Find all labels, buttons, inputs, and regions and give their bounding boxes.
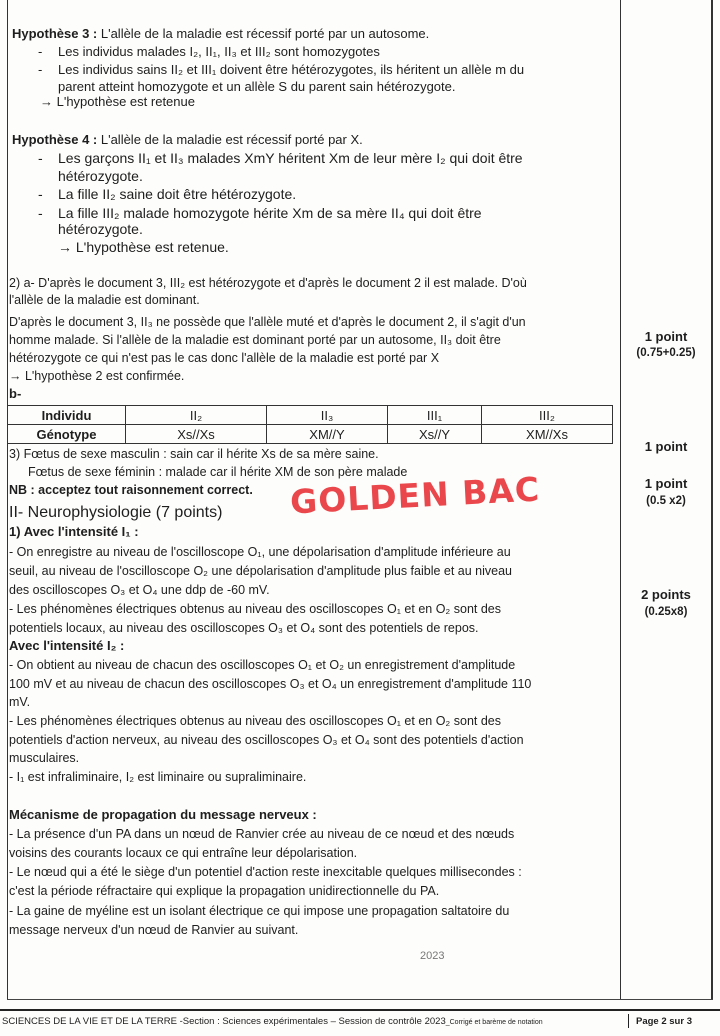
points-neuro-1-detail: (0.25x8) — [644, 606, 688, 618]
q3-line: Fœtus de sexe féminin : malade car il hérite XM de son père malade — [28, 465, 408, 479]
i1-line: potentiels locaux, au niveau des oscilloscopes O₃ et O₄ sont des potentiels de repos. — [9, 621, 479, 635]
hyp3-line: Les individus sains II₂ et III₁ doivent être hétérozygotes, ils héritent un allèle m du — [58, 62, 525, 77]
mechanism-line: message nerveux d'un nœud de Ranvier au suivant. — [9, 923, 299, 937]
i1-line: des oscilloscopes O₃ et O₄ une ddp de -60 mV. — [9, 583, 270, 597]
i2-line: musculaires. — [9, 751, 80, 765]
bullet: - — [38, 186, 43, 202]
bullet: - — [38, 205, 43, 221]
table-cell: XM//Xs — [482, 425, 613, 444]
i1-title: 1) Avec l'intensité I₁ : — [9, 524, 139, 539]
faded-stamp: 2023 — [420, 950, 445, 962]
table-cell: II₂ — [126, 406, 267, 425]
q2-conclusion: → L'hypothèse 2 est confirmée. — [9, 369, 185, 383]
section-title: II- Neurophysiologie (7 points) — [9, 504, 223, 521]
q2-line: l'allèle de la maladie est dominant. — [9, 293, 200, 307]
table-cell: II₃ — [267, 406, 388, 425]
table-cell: Génotype — [8, 425, 126, 444]
i2-line: 100 mV et au niveau de chacun des oscilloscopes O₃ et O₄ un enregistrement d'amplitude 110 — [9, 677, 532, 691]
q2-line: homme malade. Si l'allèle de la maladie est dominant porté par un autosome, II₃ doit être — [9, 333, 501, 347]
footer-title: SCIENCES DE LA VIE ET DE LA TERRE -Section : Sciences expérimentales – Session de contrôle 2023 — [2, 1016, 446, 1027]
genotype-table — [7, 405, 613, 444]
i2-line: - Les phénomènes électriques obtenus au niveau des oscilloscopes O₁ et en O₂ sont des — [9, 714, 502, 728]
points-q3: 1 point — [644, 476, 688, 491]
hyp3-title — [12, 26, 429, 42]
q2-line: D'après le document 3, II₃ ne possède que l'allèle muté et d'après le document 2, il s'agit d'un — [9, 315, 526, 329]
hyp4-label: Hypothèse 4 : — [12, 132, 98, 147]
i2-line: mV. — [9, 695, 31, 709]
mechanism-line: voisins des courants locaux ce qui entraîne leur dépolarisation. — [9, 846, 358, 860]
i1-line: - Les phénomènes électriques obtenus au niveau des oscilloscopes O₁ et en O₂ sont des — [9, 602, 502, 616]
q3-line: 3) Fœtus de sexe masculin : sain car il hérite Xs de sa mère saine. — [9, 447, 379, 461]
i1-line: seuil, au niveau de l'oscilloscope O₂ une dépolarisation d'amplitude plus faible et au niveau — [9, 564, 513, 578]
points-q2a: 1 point — [644, 329, 688, 344]
hyp4-text: L'allèle de la maladie est récessif porté par X. — [97, 132, 363, 147]
i2-title: Avec l'intensité I₂ : — [9, 638, 125, 653]
i2-line: potentiels d'action nerveux, au niveau des oscilloscopes O₃ et O₄ sont des potentiels d'action — [9, 733, 524, 747]
points-neuro-1: 2 points — [641, 587, 691, 602]
table-cell: Xs//Y — [388, 425, 482, 444]
hyp4-line: Les garçons II₁ et II₃ malades XmY héritent Xm de leur mère I₂ qui doit être — [58, 150, 523, 166]
table-cell: III₁ — [388, 406, 482, 425]
hyp3-line: parent atteint homozygote et un allèle S du parent sain hétérozygote. — [58, 79, 456, 94]
hyp3-text: L'allèle de la maladie est récessif porté par un autosome. — [97, 26, 430, 41]
mechanism-title: Mécanisme de propagation du message nerveux : — [9, 807, 317, 822]
hyp4-line: hétérozygote. — [58, 168, 143, 184]
hyp4-line: La fille II₂ saine doit être hétérozygote. — [58, 186, 297, 202]
table-cell: Individu — [8, 406, 126, 425]
hyp4-title — [12, 132, 363, 148]
hyp4-line: La fille III₂ malade homozygote hérite Xm de sa mère II₄ qui doit être — [58, 205, 482, 221]
hyp4-line: hétérozygote. — [58, 221, 143, 237]
points-q2a-detail: (0.75+0.25) — [636, 347, 696, 359]
frame-bottom-border — [7, 999, 713, 1000]
q2-b-label: b- — [9, 386, 22, 401]
points-q2b: 1 point — [644, 439, 688, 454]
table-cell: Xs//Xs — [126, 425, 267, 444]
bullet: - — [38, 150, 43, 166]
frame-left-border — [7, 0, 8, 1000]
hyp4-conclusion: → L'hypothèse est retenue. — [58, 239, 229, 255]
page-number: Page 2 sur 3 — [636, 1016, 692, 1027]
footer-separator — [628, 1014, 629, 1028]
table-cell: XM//Y — [267, 425, 388, 444]
table-row — [8, 406, 613, 425]
hyp3-label: Hypothèse 3 : — [12, 26, 98, 41]
table-row — [8, 425, 613, 444]
footer-text — [2, 1016, 543, 1027]
golden-bac-watermark: GOLDEN BAC — [289, 469, 541, 522]
i1-line: - On enregistre au niveau de l'oscilloscope O₁, une dépolarisation d'amplitude inférieure au — [9, 545, 511, 559]
bullet: - — [38, 62, 43, 77]
mechanism-line: - La présence d'un PA dans un nœud de Ranvier crée au niveau de ce nœud et des nœuds — [9, 827, 515, 841]
mechanism-line: - Le nœud qui a été le siège d'un potentiel d'action reste inexcitable quelques millisecondes : — [9, 865, 522, 879]
hyp3-conclusion: → L'hypothèse est retenue — [40, 94, 195, 109]
i2-line: - On obtient au niveau de chacun des oscilloscopes O₁ et O₂ un enregistrement d'amplitude — [9, 658, 516, 672]
i2-line: - I₁ est infraliminaire, I₂ est liminaire ou supraliminaire. — [9, 770, 307, 784]
q2-line: 2) a- D'après le document 3, III₂ est hétérozygote et d'après le document 2 il est malade. D'où — [9, 276, 527, 290]
frame-right-border — [711, 0, 713, 1000]
nb-note: NB : acceptez tout raisonnement correct. — [9, 483, 253, 497]
mechanism-line: c'est la période réfractaire qui explique la propagation unidirectionnelle du PA. — [9, 884, 440, 898]
footer-subtitle: _Corrigé et barème de notation — [445, 1019, 543, 1026]
mechanism-line: - La gaine de myéline est un isolant électrique ce qui impose une propagation saltatoire du — [9, 904, 510, 918]
footer-divider — [0, 1009, 720, 1011]
bullet: - — [38, 44, 43, 59]
table-cell: III₂ — [482, 406, 613, 425]
hyp3-line: Les individus malades I₂, II₁, II₃ et III₂ sont homozygotes — [58, 44, 380, 59]
q2-line: hétérozygote ce qui n'est pas le cas donc l'allèle de la maladie est porté par X — [9, 351, 440, 365]
points-q3-detail: (0.5 x2) — [646, 495, 686, 507]
frame-column-divider — [620, 0, 621, 1000]
